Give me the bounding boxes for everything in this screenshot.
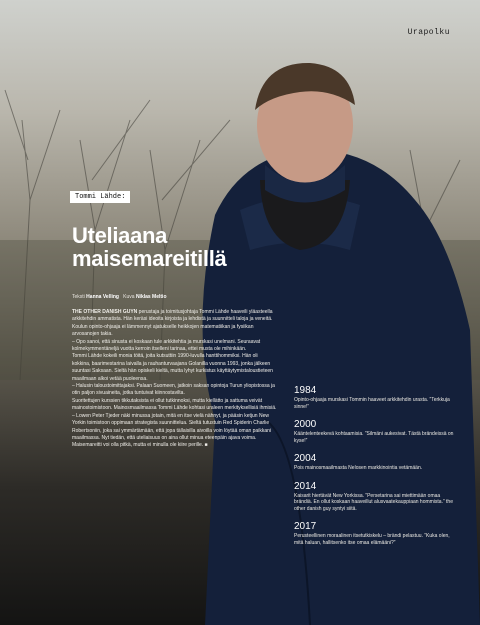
photo-credit-author: Niklas Meltio	[135, 294, 167, 300]
timeline-entry	[294, 480, 459, 513]
paragraph-2: – Opo sanoi, että sinusta ei koskaan tule arkkitehtia ja murskasi unelmani. Seuraavat kolmekymmentäneljä vuotta kerroin itselleni tarinaa, ettei musta ole mihinkään.	[72, 338, 261, 353]
paragraph-6: – Lowen Peter Tjeder näki minussa jotain, mitä en itse vielä nähnyt, ja pääsin ketjun New Yorkin toimistoon oppimaan strategista suunnittelua. Sieltä tutustuin Red Spiderin Charlie Robertsoniin, joka sai ymmärtämään, että jopa tällaisilla aivoilla voin löytää oman paikkani maailmassa. Nyt tiedän, että uteliaisuus on aina ollut minua eteenpäin ajava voima. Maisemareitti voi olla pitkä, mutta ei minulla ole kiire perille. ■	[72, 412, 271, 449]
timeline-text: Opinto-ohjaaja murskasi Tommin haaveet arkkitehdin urasta. ”Terkkuja sinne!”	[294, 397, 450, 410]
paragraph-4: – Halusin taloustoimittajaksi. Palaan Suomeen, jatkoin saksan opintoja Turun yliopistossa ja otin paljon sivuaineita, jotka tuntuivat kiinnostavilta.	[72, 383, 275, 397]
timeline-entry	[294, 418, 459, 444]
name-tag: Tommi Lähde:	[70, 191, 130, 203]
timeline-year: 2004	[294, 453, 317, 464]
article-headline	[72, 224, 292, 270]
timeline-entry	[294, 384, 459, 410]
headline-line-2: maisemareitillä	[72, 246, 227, 271]
timeline-year: 2017	[294, 521, 317, 532]
paragraph-5: Suoritettujen kurssien tikkutaksista ei ollut tutkinnoksi, mutta kiellätto ja sattuma veivät mainostoimistoon. Mainosmaailmassa Tommi Lähde kohtasi uraleen merkityksellisiä ihmisiä.	[72, 397, 277, 412]
timeline-text: Kääntelenteekevä kohtaamisia. ”Silmäni aukesivat. Tästä brändeissä on kyse!”	[294, 431, 454, 444]
lead-in: THE OTHER DANISH GUYN	[72, 309, 138, 315]
text-credit-label: Teksti	[72, 294, 85, 300]
paragraph-1: THE OTHER DANISH GUYN perustaja ja toimitusjohtaja Tommi Lähde haaveili yläasteella arkkitehdin ammatista. Hän keräsi ideoita kirjoista ja lehdistä ja suunnitteli taloja ja veneitä. Koulun opinto-ohjaaja ei lämmennyt ajatukselle heikkojen matematiikan ja fysiikan arvosanojen takia.	[72, 309, 273, 338]
timeline-entry	[294, 520, 459, 546]
timeline-year: 2000	[294, 419, 317, 430]
career-timeline	[294, 384, 459, 554]
article-body	[72, 309, 277, 450]
timeline-year: 1984	[294, 385, 317, 396]
section-label: Urapolku	[407, 28, 450, 37]
timeline-year: 2014	[294, 480, 317, 492]
paragraph-3: Tommi Lähde kokeili monia töitä, joita kutsuttiin 1990-luvulla hanttihommiksi. Hän oli kokkina, baarimestarina laivalla ja rauhanturvaajana Golanilla vuonna 1993, jonka jälkeen suuntasi Saksaan. Sieltä hän opiskeli kieltä, mutta lyhyt kurkistus käyttäytymistaloustieteen maailmaan alkoi vetää puoleensa.	[72, 353, 273, 382]
timeline-text: Pois mainosmaailmasta Nelosen markkinointia vetämään.	[294, 465, 423, 471]
text-credit-author: Hanna Velling	[86, 294, 119, 300]
photo-credit-label: Kuva	[123, 294, 135, 300]
headline-line-1: Uteliaana	[72, 223, 168, 248]
timeline-text: Perusteellinen moraalinen itsetutkiskelu – brändi pelastuu. ”Kuka olen, mitä haluan, hallitsenko itse omaa elämääni?”	[294, 533, 450, 546]
timeline-text: Kaisarit hiertävät New Yorkissa. ”Persetarina sai miettimään omaa brändiä. En ollut koskaan haaveillut alusvaatekauppiaan hommista.” the other danish guy syntyi siitä.	[294, 492, 453, 512]
timeline-entry	[294, 452, 459, 472]
byline	[72, 294, 167, 300]
